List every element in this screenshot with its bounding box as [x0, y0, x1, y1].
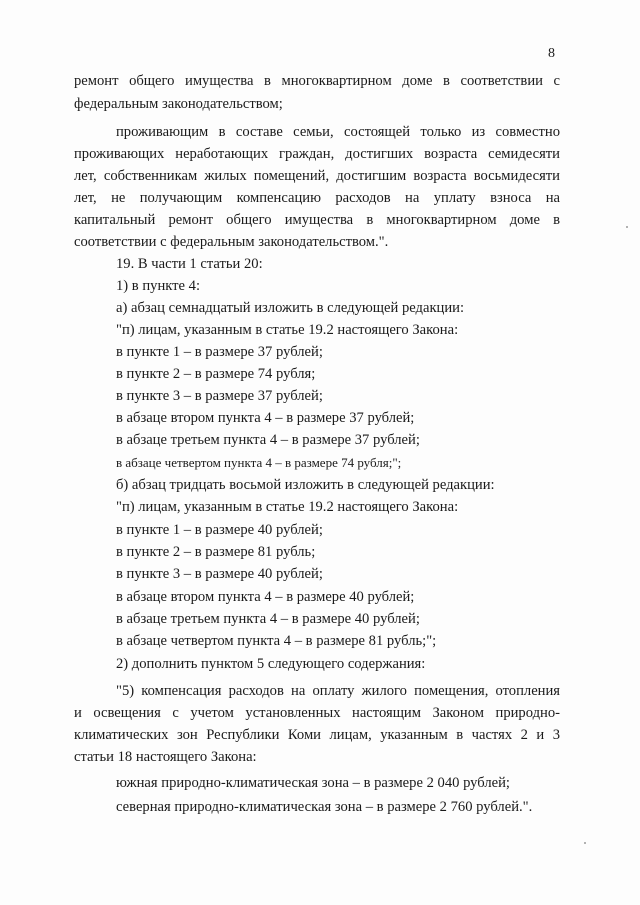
text-line: "п) лицам, указанным в статье 19.2 настоящего Закона: — [116, 499, 459, 515]
text-line: в пункте 2 – в размере 74 рубля; — [116, 366, 316, 382]
text-line: и освещения с учетом установленных настоящим Законом природно- — [74, 705, 560, 721]
text-line: в пункте 3 – в размере 37 рублей; — [116, 388, 323, 404]
text-line: соответствии с федеральным законодательством.". — [74, 234, 389, 250]
text-line: "п) лицам, указанным в статье 19.2 настоящего Закона: — [116, 322, 459, 338]
text-line: в пункте 1 – в размере 40 рублей; — [116, 522, 323, 538]
text-line: в пункте 1 – в размере 37 рублей; — [116, 344, 323, 360]
text-line: климатических зон Республики Коми лицам, указанным в частях 2 и 3 — [74, 727, 560, 743]
scan-speck — [584, 842, 586, 844]
text-line: 19. В части 1 статьи 20: — [116, 256, 263, 272]
text-line: лет, не получающим компенсацию расходов на уплату взноса на — [74, 190, 560, 206]
text-line: в абзаце третьем пункта 4 – в размере 40 рублей; — [116, 611, 420, 627]
text-line: северная природно-климатическая зона – в размере 2 760 рублей.". — [116, 799, 533, 815]
text-line: федеральным законодательством; — [74, 96, 283, 112]
text-line: "5) компенсация расходов на оплату жилого помещения, отопления — [116, 683, 560, 699]
text-line: статьи 18 настоящего Закона: — [74, 749, 257, 765]
text-line: в абзаце четвертом пункта 4 – в размере 74 рубля;"; — [116, 455, 402, 470]
text-line: капитальный ремонт общего имущества в многоквартирном доме в — [74, 212, 560, 228]
scan-speck — [626, 226, 628, 228]
text-line: в абзаце четвертом пункта 4 – в размере 81 рубль;"; — [116, 633, 437, 649]
text-line: ремонт общего имущества в многоквартирном доме в соответствии с — [74, 73, 560, 89]
text-line: проживающим в составе семьи, состоящей только из совместно — [116, 124, 560, 140]
page-number: 8 — [548, 46, 555, 61]
text-line: б) абзац тридцать восьмой изложить в следующей редакции: — [116, 477, 495, 493]
text-line: в абзаце втором пункта 4 – в размере 37 рублей; — [116, 410, 415, 426]
text-line: в абзаце третьем пункта 4 – в размере 37 рублей; — [116, 432, 420, 448]
text-line: южная природно-климатическая зона – в размере 2 040 рублей; — [116, 775, 510, 791]
text-line: 1) в пункте 4: — [116, 278, 201, 294]
text-line: в пункте 2 – в размере 81 рубль; — [116, 544, 316, 560]
text-line: лет, собственникам жилых помещений, достигшим возраста восьмидесяти — [74, 168, 560, 184]
text-line: проживающих неработающих граждан, достигших возраста семидесяти — [74, 146, 560, 162]
text-line: 2) дополнить пунктом 5 следующего содержания: — [116, 656, 426, 672]
text-line: в пункте 3 – в размере 40 рублей; — [116, 566, 323, 582]
text-line: а) абзац семнадцатый изложить в следующей редакции: — [116, 300, 465, 316]
text-line: в абзаце втором пункта 4 – в размере 40 рублей; — [116, 589, 415, 605]
